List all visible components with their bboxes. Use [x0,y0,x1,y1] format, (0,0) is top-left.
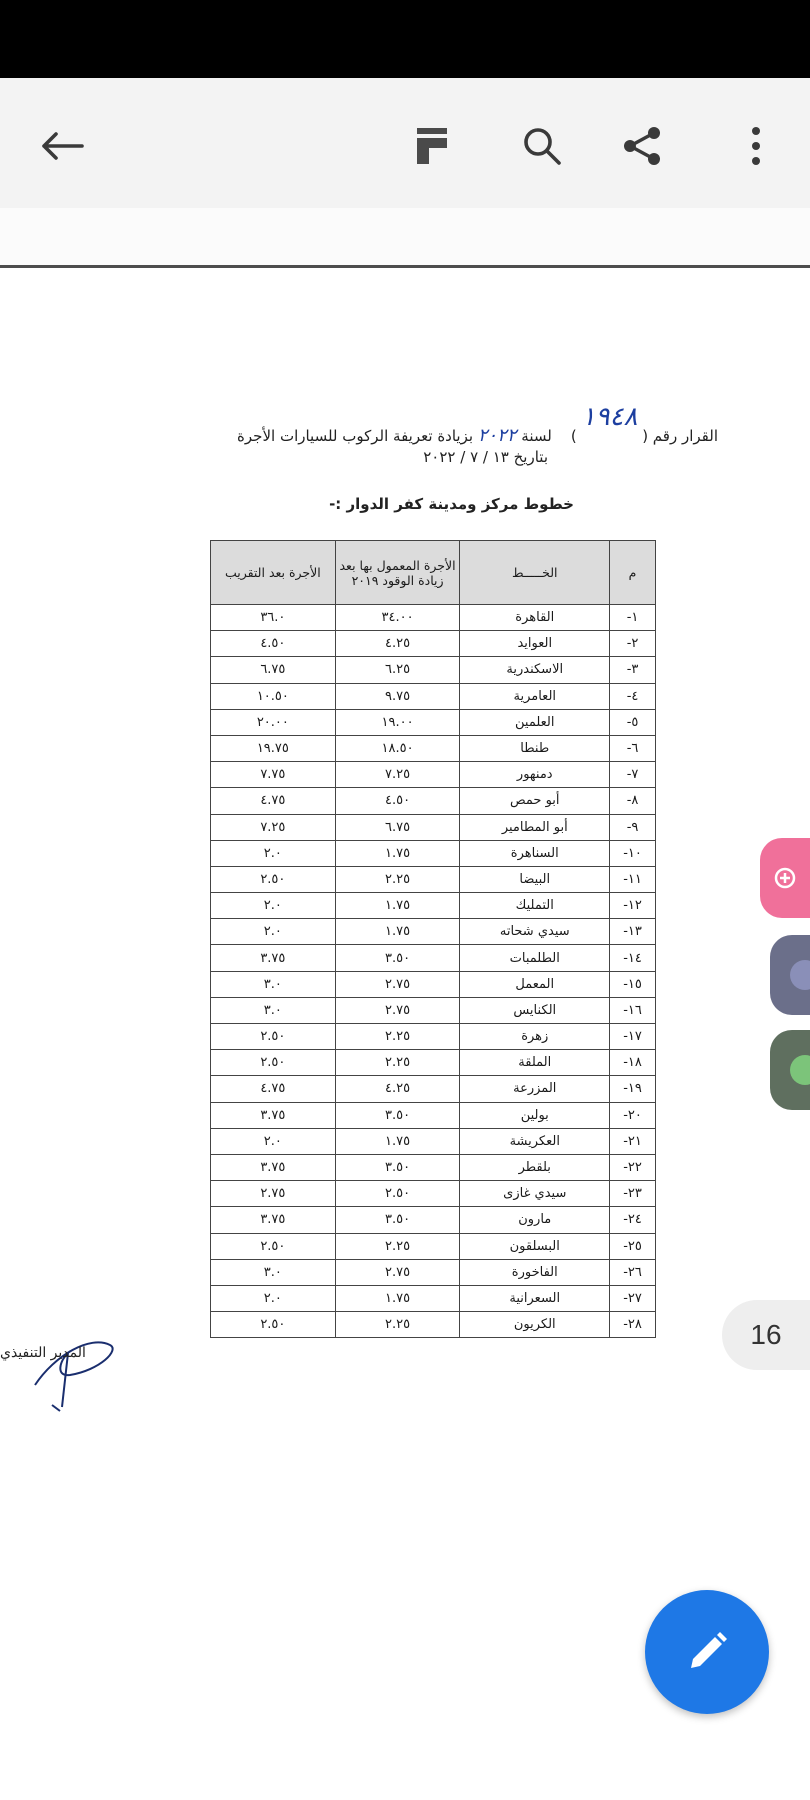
rounded-fare-cell: ٣.٠ [211,971,336,997]
decision-subject: بزيادة تعريفة الركوب للسيارات الأجرة [237,427,474,445]
row-number-cell: ٢٠- [610,1102,656,1128]
rounded-fare-cell: ٦.٧٥ [211,657,336,683]
table-row [211,1285,656,1311]
date-line [423,448,548,466]
section-title-text: خطوط مركز ومدينة كفر الدوار :- [329,495,574,513]
table-row [211,919,656,945]
rounded-fare-cell: ٢.٧٥ [211,1181,336,1207]
date-label: بتاريخ [513,448,548,466]
status-bar [0,0,810,78]
add-circle-icon [774,867,796,889]
table-row [211,1207,656,1233]
table-row [211,709,656,735]
green-dot-icon [790,1055,810,1085]
table-row [211,866,656,892]
rounded-fare-cell: ٢.٥٠ [211,1233,336,1259]
side-action-pink[interactable] [760,838,810,918]
route-name-cell: الكنايس [460,997,610,1023]
route-name-cell: دمنهور [460,762,610,788]
route-name-cell: العكريشة [460,1128,610,1154]
table-row [211,1312,656,1338]
rounded-fare-cell: ٢.٠ [211,1128,336,1154]
rounded-fare-cell: ٧.٧٥ [211,762,336,788]
table-row [211,1233,656,1259]
side-action-green[interactable] [770,1030,810,1110]
decision-number: ١٩٤٨ [581,402,638,432]
table-row [211,1154,656,1180]
current-fare-cell: ٢.٢٥ [335,1312,460,1338]
current-fare-cell: ٣٤.٠٠ [335,605,460,631]
reader-mode-button[interactable] [400,114,464,178]
reader-mode-icon [415,126,449,166]
rounded-fare-cell: ٣٦.٠ [211,605,336,631]
col-header-current-fare: الأجرة المعمول بها بعد زيادة الوقود ٢٠١٩ [335,541,460,605]
row-number-cell: ٧- [610,762,656,788]
current-fare-cell: ٦.٧٥ [335,814,460,840]
current-fare-cell: ٢.٢٥ [335,1050,460,1076]
route-name-cell: بولين [460,1102,610,1128]
current-fare-cell: ٣.٥٠ [335,1154,460,1180]
current-fare-cell: ٢.٢٥ [335,866,460,892]
table-row [211,814,656,840]
row-number-cell: ١- [610,605,656,631]
rounded-fare-cell: ٢.٠ [211,1285,336,1311]
current-fare-cell: ٣.٥٠ [335,945,460,971]
row-number-cell: ٢٤- [610,1207,656,1233]
decision-label: القرار رقم ( [642,427,718,445]
route-name-cell: أبو المطامير [460,814,610,840]
row-number-cell: ٢٨- [610,1312,656,1338]
current-fare-cell: ١.٧٥ [335,840,460,866]
rounded-fare-cell: ٤.٧٥ [211,788,336,814]
col-header-rounded-fare: الأجرة بعد التقريب [211,541,336,605]
row-number-cell: ٢١- [610,1128,656,1154]
route-name-cell: المزرعة [460,1076,610,1102]
table-row [211,971,656,997]
route-name-cell: الفاخورة [460,1259,610,1285]
signature-block [0,1325,130,1415]
col-header-line: الخـــــط [460,541,610,605]
table-row [211,657,656,683]
row-number-cell: ٤- [610,683,656,709]
current-fare-cell: ٩.٧٥ [335,683,460,709]
table-row [211,788,656,814]
current-fare-cell: ٢.٢٥ [335,1233,460,1259]
row-number-cell: ١٦- [610,997,656,1023]
decision-line [237,402,718,448]
current-fare-cell: ٦.٢٥ [335,657,460,683]
rounded-fare-cell: ٤.٥٠ [211,631,336,657]
route-name-cell: البسلقون [460,1233,610,1259]
current-fare-cell: ١٨.٥٠ [335,735,460,761]
row-number-cell: ٢٣- [610,1181,656,1207]
row-number-cell: ١٠- [610,840,656,866]
row-number-cell: ٨- [610,788,656,814]
route-name-cell: العوايد [460,631,610,657]
current-fare-cell: ٣.٥٠ [335,1102,460,1128]
table-row [211,945,656,971]
rounded-fare-cell: ٣.٠ [211,1259,336,1285]
more-options-button[interactable] [724,114,788,178]
current-fare-cell: ٢.٥٠ [335,1181,460,1207]
route-name-cell: زهرة [460,1024,610,1050]
row-number-cell: ١٧- [610,1024,656,1050]
row-number-cell: ١١- [610,866,656,892]
back-button[interactable] [30,114,94,178]
row-number-cell: ٥- [610,709,656,735]
row-number-cell: ٢٥- [610,1233,656,1259]
current-fare-cell: ٤.٢٥ [335,631,460,657]
route-name-cell: العامرية [460,683,610,709]
signature-scribble [0,1325,130,1415]
rounded-fare-cell: ١٠.٥٠ [211,683,336,709]
rounded-fare-cell: ٢٠.٠٠ [211,709,336,735]
route-name-cell: الكريون [460,1312,610,1338]
table-row [211,1181,656,1207]
route-name-cell: السعرانية [460,1285,610,1311]
share-icon [621,125,663,167]
table-row [211,1128,656,1154]
row-number-cell: ١٥- [610,971,656,997]
current-fare-cell: ٤.٢٥ [335,1076,460,1102]
current-fare-cell: ١.٧٥ [335,893,460,919]
date-value: ١٣ / ٧ / ٢٠٢٢ [423,448,509,466]
route-name-cell: التمليك [460,893,610,919]
table-row [211,1050,656,1076]
table-row [211,631,656,657]
table-body [211,605,656,1338]
search-button[interactable] [510,114,574,178]
table-row [211,840,656,866]
rounded-fare-cell: ٢.٠ [211,893,336,919]
route-name-cell: الملقة [460,1050,610,1076]
tariff-table [210,540,656,1338]
row-number-cell: ٦- [610,735,656,761]
rounded-fare-cell: ٣.٧٥ [211,1102,336,1128]
row-number-cell: ٢- [610,631,656,657]
route-name-cell: السناهرة [460,840,610,866]
route-name-cell: طنطا [460,735,610,761]
arrow-left-icon [40,131,84,161]
rounded-fare-cell: ٣.٧٥ [211,945,336,971]
current-fare-cell: ٢.٧٥ [335,971,460,997]
rounded-fare-cell: ٢.٠ [211,919,336,945]
row-number-cell: ٩- [610,814,656,840]
table-row [211,605,656,631]
route-name-cell: الطلمبات [460,945,610,971]
route-name-cell: العلمين [460,709,610,735]
route-name-cell: الاسكندرية [460,657,610,683]
table-row [211,1076,656,1102]
more-vert-icon [751,126,761,166]
route-name-cell: مارون [460,1207,610,1233]
table-row [211,683,656,709]
row-number-cell: ١٨- [610,1050,656,1076]
side-action-purple[interactable] [770,935,810,1015]
rounded-fare-cell: ٢.٥٠ [211,1050,336,1076]
table-row [211,997,656,1023]
table-row [211,1102,656,1128]
rounded-fare-cell: ١٩.٧٥ [211,735,336,761]
row-number-cell: ١٢- [610,893,656,919]
year-value: ٢٠٢٢ [477,425,517,446]
section-title [329,495,574,513]
route-name-cell: أبو حمص [460,788,610,814]
current-fare-cell: ٢.٧٥ [335,1259,460,1285]
table-row [211,762,656,788]
rounded-fare-cell: ٢.٥٠ [211,1024,336,1050]
current-fare-cell: ١٩.٠٠ [335,709,460,735]
edit-fab-button[interactable] [645,1590,769,1714]
row-number-cell: ١٣- [610,919,656,945]
rounded-fare-cell: ٣.٠ [211,997,336,1023]
row-number-cell: ٢٢- [610,1154,656,1180]
rounded-fare-cell: ٢.٥٠ [211,1312,336,1338]
row-number-cell: ٣- [610,657,656,683]
route-name-cell: سيدي غازى [460,1181,610,1207]
table-header-row [211,541,656,605]
current-fare-cell: ٢.٢٥ [335,1024,460,1050]
app-toolbar [0,78,810,208]
pencil-icon [683,1628,731,1676]
col-header-number: م [610,541,656,605]
table-row [211,893,656,919]
rounded-fare-cell: ٧.٢٥ [211,814,336,840]
table-row [211,1259,656,1285]
route-name-cell: المعمل [460,971,610,997]
current-fare-cell: ١.٧٥ [335,1128,460,1154]
current-fare-cell: ٣.٥٠ [335,1207,460,1233]
signature-title: المدير التنفيذي [0,1345,86,1361]
purple-dot-icon [790,960,810,990]
route-name-cell: البيضا [460,866,610,892]
current-fare-cell: ٢.٧٥ [335,997,460,1023]
close-paren: ) [570,427,577,445]
current-fare-cell: ٧.٢٥ [335,762,460,788]
route-name-cell: سيدي شحاته [460,919,610,945]
rounded-fare-cell: ٣.٧٥ [211,1207,336,1233]
route-name-cell: القاهرة [460,605,610,631]
current-fare-cell: ١.٧٥ [335,1285,460,1311]
rounded-fare-cell: ٢.٠ [211,840,336,866]
row-number-cell: ٢٧- [610,1285,656,1311]
table-row [211,1024,656,1050]
current-fare-cell: ٤.٥٠ [335,788,460,814]
page-top-divider [0,208,810,268]
route-name-cell: بلقطر [460,1154,610,1180]
current-fare-cell: ١.٧٥ [335,919,460,945]
page-indicator: 16 [722,1300,810,1370]
table-row [211,735,656,761]
row-number-cell: ٢٦- [610,1259,656,1285]
share-button[interactable] [610,114,674,178]
search-icon [522,126,562,166]
rounded-fare-cell: ٤.٧٥ [211,1076,336,1102]
rounded-fare-cell: ٢.٥٠ [211,866,336,892]
year-label: لسنة [521,427,552,445]
row-number-cell: ١٩- [610,1076,656,1102]
row-number-cell: ١٤- [610,945,656,971]
rounded-fare-cell: ٣.٧٥ [211,1154,336,1180]
